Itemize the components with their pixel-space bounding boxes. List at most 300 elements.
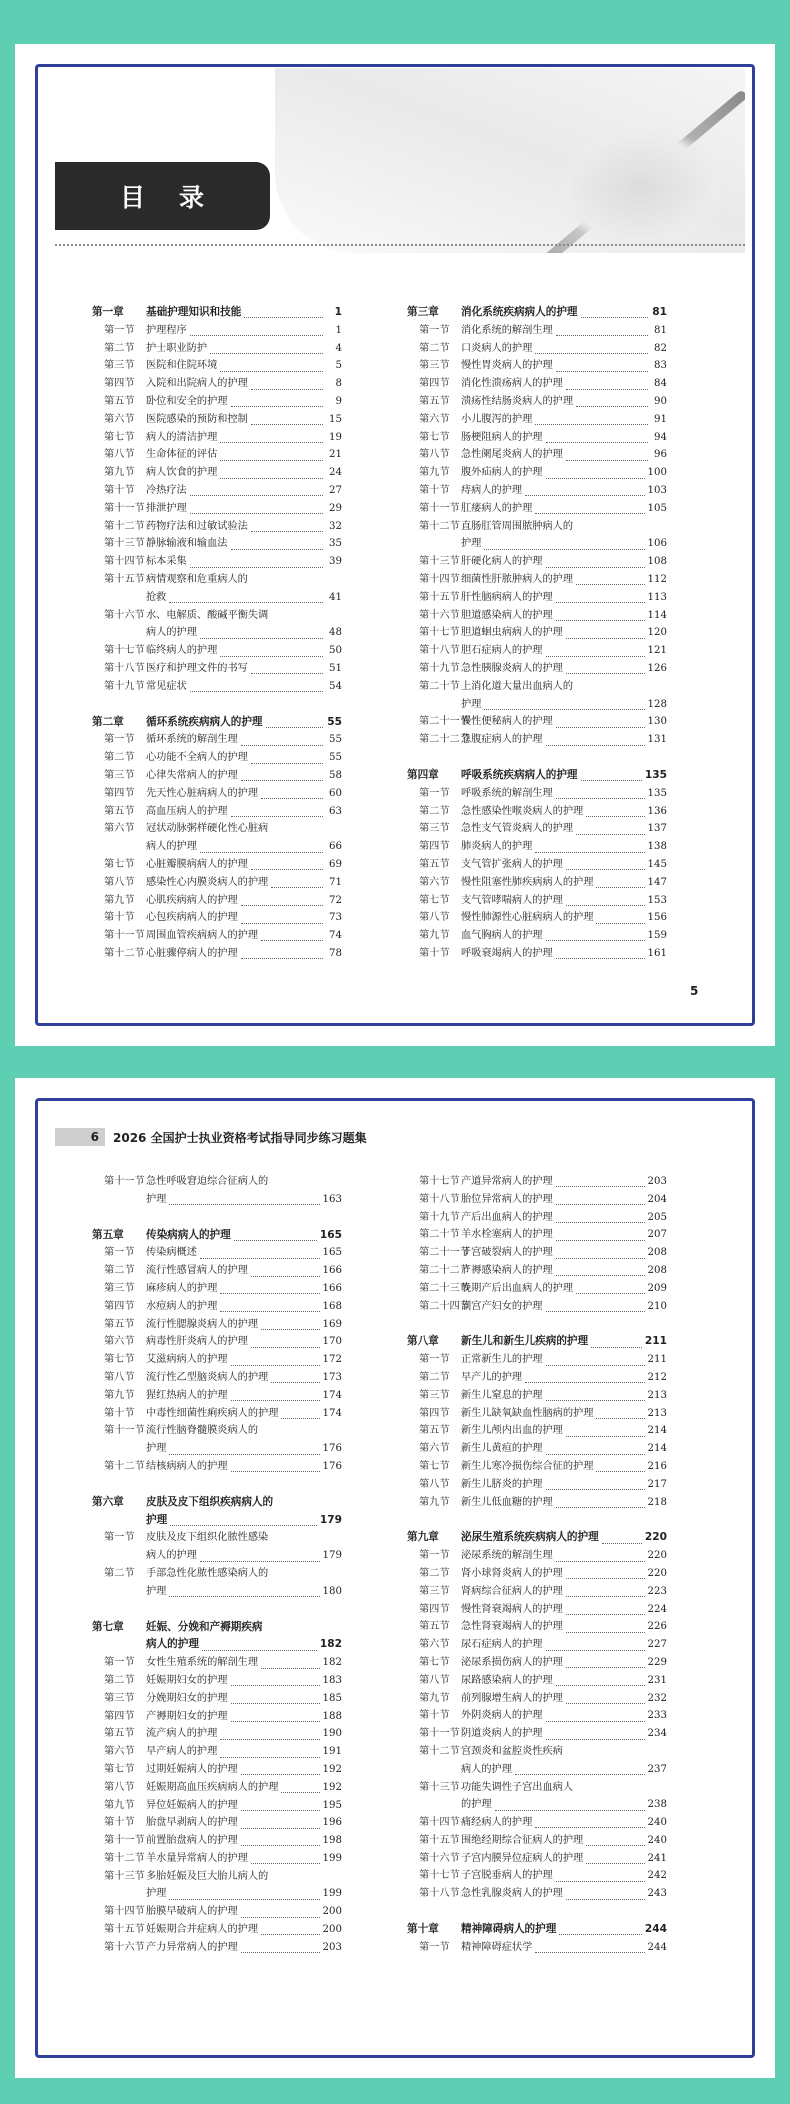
toc-section-entry[interactable]: [92, 375, 342, 393]
toc-section-entry[interactable]: [407, 429, 667, 447]
toc-entry-title: 新生儿黄疸的护理: [461, 1443, 543, 1455]
toc-section-entry[interactable]: [92, 1173, 342, 1191]
toc-entry-title: 精神障碍症状学: [461, 1941, 533, 1953]
toc-entry-page: 174: [322, 1389, 342, 1401]
toc-leader-dots: [566, 1622, 645, 1633]
toc-section-entry[interactable]: [407, 1761, 667, 1779]
toc-entry-label: 第九节: [104, 1799, 135, 1811]
toc-section-entry[interactable]: [407, 1725, 667, 1743]
toc-section-entry[interactable]: [407, 446, 667, 464]
toc-section-entry[interactable]: [407, 357, 667, 375]
toc-entry-title: 肝硬化病人的护理: [461, 556, 543, 568]
toc-section-entry[interactable]: [92, 607, 342, 625]
toc-section-entry[interactable]: [407, 1707, 667, 1725]
toc-section-entry[interactable]: [407, 322, 667, 340]
toc-leader-dots: [190, 325, 323, 336]
toc-chapter-entry[interactable]: [92, 1227, 342, 1245]
toc-section-entry[interactable]: [407, 553, 667, 571]
toc-gap: [92, 1601, 342, 1619]
toc-section-entry[interactable]: [92, 1244, 342, 1262]
toc-entry-label: 第七节: [104, 1354, 135, 1366]
toc-section-entry[interactable]: [92, 642, 342, 660]
toc-leader-dots: [200, 628, 323, 639]
toc-section-entry[interactable]: [92, 518, 342, 536]
toc-section-entry[interactable]: [407, 1458, 667, 1476]
toc-chapter-entry[interactable]: [407, 304, 667, 322]
toc-section-entry[interactable]: [92, 749, 342, 767]
toc-section-entry[interactable]: [407, 1885, 667, 1903]
toc-entry-page: 224: [647, 1603, 667, 1615]
toc-section-entry[interactable]: [92, 1191, 342, 1209]
toc-section-entry[interactable]: [92, 1690, 342, 1708]
toc-leader-dots: [251, 663, 323, 674]
toc-entry-title: 急性乳腺炎病人的护理: [461, 1888, 563, 1900]
toc-section-entry[interactable]: [92, 803, 342, 821]
toc-section-entry[interactable]: [407, 535, 667, 553]
toc-entry-page: 1: [335, 324, 342, 336]
toc-leader-dots: [515, 1764, 645, 1775]
toc-section-entry[interactable]: [407, 1547, 667, 1565]
toc-entry-label: 第一节: [419, 787, 450, 799]
toc-leader-dots: [484, 699, 644, 710]
toc-entry-title: 的护理: [461, 1799, 492, 1811]
toc-leader-dots: [566, 1889, 645, 1900]
toc-section-entry[interactable]: [92, 1708, 342, 1726]
toc-entry-page: 73: [329, 912, 342, 924]
toc-leader-dots: [169, 1194, 319, 1205]
toc-section-entry[interactable]: [407, 1262, 667, 1280]
toc-entry-page: 179: [319, 1513, 342, 1526]
toc-entry-title: 肝性脑病病人的护理: [461, 591, 553, 603]
toc-section-entry[interactable]: [407, 856, 667, 874]
toc-section-entry[interactable]: [407, 1387, 667, 1405]
toc-leader-dots: [241, 1907, 320, 1918]
toc-entry-page: 188: [322, 1710, 342, 1722]
toc-section-entry[interactable]: [407, 1690, 667, 1708]
toc-leader-dots: [234, 1230, 317, 1241]
toc-section-entry[interactable]: [407, 1173, 667, 1191]
toc-leader-dots: [231, 1461, 320, 1472]
toc-entry-label: 第三节: [419, 1389, 450, 1401]
toc-entry-title: 急性呼吸窘迫综合征病人的: [146, 1176, 269, 1187]
toc-section-entry[interactable]: [407, 731, 667, 749]
toc-heading: 目录: [55, 162, 270, 230]
toc-entry-page: 198: [322, 1835, 342, 1847]
toc-section-entry[interactable]: [92, 1529, 342, 1547]
toc-chapter-entry[interactable]: [92, 1494, 342, 1512]
toc-entry-label: 第十二节: [104, 1852, 145, 1864]
toc-entry-label: 第八节: [104, 449, 135, 461]
toc-chapter-entry[interactable]: [407, 1529, 667, 1547]
toc-section-entry[interactable]: [92, 1850, 342, 1868]
toc-chapter-entry[interactable]: [92, 1619, 342, 1637]
toc-section-entry[interactable]: [92, 624, 342, 642]
toc-section-entry[interactable]: [92, 1814, 342, 1832]
toc-section-entry[interactable]: [92, 1547, 342, 1565]
toc-entry-label: 第四章: [407, 768, 439, 781]
toc-section-entry[interactable]: [92, 1868, 342, 1886]
toc-section-entry[interactable]: [92, 1779, 342, 1797]
toc-entry-page: 19: [329, 431, 342, 443]
toc-section-entry[interactable]: [92, 589, 342, 607]
toc-section-entry[interactable]: [407, 1440, 667, 1458]
toc-entry-label: 第十七节: [419, 627, 460, 639]
toc-entry-label: 第五节: [419, 395, 450, 407]
toc-entry-title: 胎盘早剥病人的护理: [146, 1817, 238, 1829]
toc-section-entry[interactable]: [92, 1387, 342, 1405]
toc-entry-label: 第十七节: [104, 645, 145, 657]
toc-section-entry[interactable]: [92, 357, 342, 375]
toc-section-entry[interactable]: [407, 1476, 667, 1494]
toc-section-entry[interactable]: [92, 1351, 342, 1369]
toc-entry-title: 抢救: [146, 591, 167, 603]
toc-entry-label: 第二节: [419, 1371, 450, 1383]
toc-leader-dots: [261, 930, 323, 941]
toc-entry-page: 48: [329, 627, 342, 639]
toc-entry-label: 第七节: [419, 894, 450, 906]
toc-section-entry[interactable]: [92, 767, 342, 785]
toc-leader-dots: [220, 1283, 319, 1294]
toc-section-entry[interactable]: [407, 1867, 667, 1885]
toc-section-entry[interactable]: [407, 803, 667, 821]
toc-section-entry[interactable]: [407, 909, 667, 927]
toc-section-entry[interactable]: [92, 874, 342, 892]
toc-section-entry[interactable]: [407, 1850, 667, 1868]
toc-section-entry[interactable]: [92, 1921, 342, 1939]
toc-section-entry[interactable]: [407, 1654, 667, 1672]
toc-section-entry[interactable]: [92, 1316, 342, 1334]
toc-section-entry[interactable]: [92, 660, 342, 678]
toc-entry-label: 第二章: [92, 715, 124, 728]
toc-section-entry[interactable]: [92, 500, 342, 518]
toc-entry-label: 第八节: [419, 449, 450, 461]
toc-section-entry[interactable]: [407, 1191, 667, 1209]
toc-section-entry[interactable]: [407, 1583, 667, 1601]
toc-leader-dots: [596, 877, 644, 888]
toc-entry-page: 145: [647, 858, 667, 870]
toc-leader-dots: [546, 1729, 645, 1740]
toc-section-entry[interactable]: [407, 1796, 667, 1814]
toc-section-entry[interactable]: [407, 1939, 667, 1957]
toc-section-entry[interactable]: [92, 1885, 342, 1903]
toc-entry-page: 240: [647, 1817, 667, 1829]
toc-section-entry[interactable]: [407, 1494, 667, 1512]
toc-entry-label: 第十四节: [419, 1817, 460, 1829]
toc-entry-label: 第二节: [419, 342, 450, 354]
toc-section-entry[interactable]: [92, 1672, 342, 1690]
toc-section-entry[interactable]: [92, 393, 342, 411]
toc-entry-title: 肠梗阻病人的护理: [461, 431, 543, 443]
toc-entry-title: 心律失常病人的护理: [146, 769, 238, 781]
toc-section-entry[interactable]: [92, 429, 342, 447]
toc-entry-page: 195: [322, 1799, 342, 1811]
toc-entry-title: 医院感染的预防和控制: [146, 413, 248, 425]
toc-section-entry[interactable]: [92, 820, 342, 838]
toc-section-entry[interactable]: [407, 1298, 667, 1316]
toc-section-entry[interactable]: [92, 1761, 342, 1779]
toc-section-entry[interactable]: [407, 1565, 667, 1583]
toc-entry-title: 结核病病人的护理: [146, 1460, 228, 1472]
toc-entry-title: 妊娠期妇女的护理: [146, 1674, 228, 1686]
toc-section-entry[interactable]: [92, 909, 342, 927]
toc-column-left: [92, 1173, 342, 1957]
toc-section-entry[interactable]: [92, 464, 342, 482]
toc-section-entry[interactable]: [407, 571, 667, 589]
toc-entry-label: 第五节: [104, 1318, 135, 1330]
toc-entry-label: 第十一节: [419, 502, 460, 514]
toc-section-entry[interactable]: [407, 1209, 667, 1227]
toc-section-entry[interactable]: [407, 624, 667, 642]
toc-leader-dots: [591, 1337, 642, 1348]
toc-entry-page: 161: [647, 947, 667, 959]
toc-section-entry[interactable]: [92, 927, 342, 945]
toc-section-entry[interactable]: [407, 1405, 667, 1423]
toc-entry-page: 220: [647, 1567, 667, 1579]
toc-section-entry[interactable]: [92, 1939, 342, 1957]
toc-section-entry[interactable]: [407, 1636, 667, 1654]
toc-entry-page: 113: [647, 591, 667, 603]
toc-leader-dots: [556, 1248, 645, 1259]
toc-entry-label: 第十三节: [419, 1781, 460, 1793]
toc-leader-dots: [251, 379, 323, 390]
toc-entry-page: 130: [647, 716, 667, 728]
toc-leader-dots: [576, 1283, 644, 1294]
toc-chapter-entry[interactable]: [92, 714, 342, 732]
toc-section-entry[interactable]: [92, 322, 342, 340]
toc-entry-page: 163: [322, 1193, 342, 1205]
toc-entry-label: 第八节: [419, 1674, 450, 1686]
toc-section-entry[interactable]: [92, 1262, 342, 1280]
toc-entry-page: 50: [329, 645, 342, 657]
toc-section-entry[interactable]: [92, 553, 342, 571]
toc-entry-title: 护理: [146, 1888, 167, 1900]
toc-section-entry[interactable]: [407, 642, 667, 660]
toc-entry-title: 冠状动脉粥样硬化性心脏病: [146, 823, 269, 835]
toc-section-entry[interactable]: [92, 856, 342, 874]
toc-section-entry[interactable]: [92, 1654, 342, 1672]
toc-entry-title: 慢性便秘病人的护理: [461, 716, 553, 728]
toc-entry-label: 第二十一节: [419, 1247, 470, 1259]
toc-entry-label: 第二十三节: [419, 1282, 470, 1294]
toc-chapter-entry[interactable]: [92, 1512, 342, 1530]
toc-section-entry[interactable]: [407, 464, 667, 482]
toc-leader-dots: [566, 859, 645, 870]
toc-entry-title: 入院和出院病人的护理: [146, 378, 248, 390]
toc-entry-page: 126: [647, 662, 667, 674]
toc-entry-title: 流行性感冒病人的护理: [146, 1265, 248, 1277]
toc-entry-title: 急性感染性喉炎病人的护理: [461, 805, 584, 817]
toc-entry-title: 新生儿颅内出血的护理: [461, 1425, 563, 1437]
toc-leader-dots: [556, 1194, 645, 1205]
toc-entry-page: 4: [335, 342, 342, 354]
toc-entry-title: 新生儿低血糖的护理: [461, 1496, 553, 1508]
toc-leader-dots: [556, 1871, 645, 1882]
toc-section-entry[interactable]: [407, 1618, 667, 1636]
toc-section-entry[interactable]: [407, 927, 667, 945]
toc-section-entry[interactable]: [407, 1601, 667, 1619]
toc-chapter-entry[interactable]: [92, 304, 342, 322]
toc-entry-page: 243: [647, 1888, 667, 1900]
toc-section-entry[interactable]: [92, 446, 342, 464]
toc-section-entry[interactable]: [407, 1244, 667, 1262]
toc-section-entry[interactable]: [92, 1422, 342, 1440]
toc-gap: [407, 1315, 667, 1333]
toc-section-entry[interactable]: [92, 945, 342, 963]
toc-column-left: [92, 304, 342, 963]
toc-section-entry[interactable]: [92, 1832, 342, 1850]
toc-section-entry[interactable]: [407, 589, 667, 607]
toc-section-entry[interactable]: [407, 1422, 667, 1440]
toc-section-entry[interactable]: [92, 1458, 342, 1476]
toc-section-entry[interactable]: [407, 945, 667, 963]
toc-entry-page: 174: [322, 1407, 342, 1419]
toc-entry-title: 病人饮食的护理: [146, 467, 218, 479]
toc-section-entry[interactable]: [92, 535, 342, 553]
toc-section-entry[interactable]: [407, 393, 667, 411]
toc-entry-label: 第五节: [104, 805, 135, 817]
toc-section-entry[interactable]: [407, 660, 667, 678]
toc-section-entry[interactable]: [92, 1298, 342, 1316]
toc-section-entry[interactable]: [407, 518, 667, 536]
toc-leader-dots: [546, 646, 645, 657]
toc-entry-label: 第七章: [92, 1620, 124, 1633]
toc-entry-label: 第四节: [419, 1407, 450, 1419]
toc-entry-page: 24: [329, 467, 342, 479]
toc-leader-dots: [241, 1764, 320, 1775]
toc-entry-page: 121: [647, 645, 667, 657]
toc-section-entry[interactable]: [92, 482, 342, 500]
toc-section-entry[interactable]: [407, 1743, 667, 1761]
toc-leader-dots: [251, 753, 323, 764]
toc-section-entry[interactable]: [407, 1280, 667, 1298]
toc-section-entry[interactable]: [407, 678, 667, 696]
toc-entry-label: 第十一节: [104, 1176, 145, 1187]
toc-entry-page: 176: [322, 1460, 342, 1472]
toc-chapter-entry[interactable]: [407, 1921, 667, 1939]
toc-section-entry[interactable]: [92, 892, 342, 910]
toc-section-entry[interactable]: [407, 607, 667, 625]
toc-section-entry[interactable]: [92, 340, 342, 358]
toc-leader-dots: [576, 824, 644, 835]
toc-section-entry[interactable]: [92, 731, 342, 749]
toc-entry-page: 131: [647, 734, 667, 746]
toc-entry-label: 第九节: [104, 467, 135, 479]
toc-leader-dots: [251, 1266, 320, 1277]
toc-leader-dots: [581, 307, 648, 318]
toc-leader-dots: [190, 557, 323, 568]
toc-section-entry[interactable]: [407, 892, 667, 910]
toc-section-entry[interactable]: [407, 696, 667, 714]
toc-entry-page: 83: [654, 360, 667, 372]
toc-section-entry[interactable]: [92, 1725, 342, 1743]
toc-entry-title: 病毒性肝炎病人的护理: [146, 1336, 248, 1348]
toc-section-entry[interactable]: [407, 500, 667, 518]
toc-entry-page: 71: [329, 876, 342, 888]
toc-leader-dots: [556, 788, 645, 799]
toc-section-entry[interactable]: [407, 340, 667, 358]
toc-section-entry[interactable]: [92, 1369, 342, 1387]
toc-leader-dots: [244, 307, 323, 318]
toc-entry-page: 60: [329, 787, 342, 799]
toc-entry-page: 182: [322, 1657, 342, 1669]
toc-entry-title: 新生儿寒冷损伤综合征的护理: [461, 1460, 594, 1472]
toc-section-entry[interactable]: [407, 482, 667, 500]
toc-leader-dots: [220, 361, 323, 372]
toc-leader-dots: [586, 1835, 644, 1846]
toc-leader-dots: [271, 1372, 319, 1383]
toc-section-entry[interactable]: [407, 1351, 667, 1369]
toc-entry-label: 第九节: [104, 894, 135, 906]
toc-entry-title: 护理: [146, 1513, 168, 1526]
toc-section-entry[interactable]: [92, 678, 342, 696]
toc-section-entry[interactable]: [92, 1440, 342, 1458]
toc-section-entry[interactable]: [92, 411, 342, 429]
toc-section-entry[interactable]: [407, 785, 667, 803]
toc-leader-dots: [576, 396, 648, 407]
toc-entry-title: 护士职业防护: [146, 342, 208, 354]
toc-section-entry[interactable]: [407, 1226, 667, 1244]
toc-entry-label: 第九节: [419, 930, 450, 942]
toc-section-entry[interactable]: [407, 1814, 667, 1832]
toc-section-entry[interactable]: [92, 1797, 342, 1815]
toc-entry-title: 肾小球肾炎病人的护理: [461, 1567, 563, 1579]
toc-entry-page: 32: [329, 520, 342, 532]
toc-entry-label: 第五节: [104, 395, 135, 407]
toc-section-entry[interactable]: [92, 1405, 342, 1423]
toc-chapter-entry[interactable]: [92, 1636, 342, 1654]
toc-entry-title: 医疗和护理文件的书写: [146, 662, 248, 674]
toc-entry-label: 第六节: [104, 823, 135, 835]
toc-section-entry[interactable]: [92, 1903, 342, 1921]
toc-leader-dots: [484, 539, 644, 550]
toc-entry-label: 第五节: [419, 858, 450, 870]
toc-entry-label: 第三节: [104, 360, 135, 372]
toc-section-entry[interactable]: [407, 1369, 667, 1387]
toc-section-entry[interactable]: [407, 1672, 667, 1690]
toc-chapter-entry[interactable]: [407, 767, 667, 785]
toc-chapter-entry[interactable]: [407, 1333, 667, 1351]
toc-section-entry[interactable]: [92, 1583, 342, 1601]
toc-leader-dots: [495, 1800, 645, 1811]
toc-entry-page: 153: [647, 894, 667, 906]
toc-entry-page: 41: [329, 591, 342, 603]
toc-section-entry[interactable]: [407, 874, 667, 892]
toc-section-entry[interactable]: [92, 1743, 342, 1761]
toc-section-entry[interactable]: [92, 785, 342, 803]
toc-section-entry[interactable]: [407, 1832, 667, 1850]
toc-section-entry[interactable]: [407, 375, 667, 393]
toc-leader-dots: [556, 361, 648, 372]
toc-leader-dots: [556, 325, 648, 336]
toc-section-entry[interactable]: [92, 1333, 342, 1351]
toc-page-1: [15, 44, 775, 1046]
toc-leader-dots: [231, 806, 324, 817]
toc-entry-page: 214: [647, 1443, 667, 1455]
toc-section-entry[interactable]: [407, 820, 667, 838]
toc-entry-label: 第七节: [419, 431, 450, 443]
toc-section-entry[interactable]: [407, 838, 667, 856]
toc-section-entry[interactable]: [407, 713, 667, 731]
toc-leader-dots: [190, 485, 323, 496]
toc-section-entry[interactable]: [92, 838, 342, 856]
toc-leader-dots: [220, 468, 323, 479]
toc-section-entry[interactable]: [92, 1565, 342, 1583]
toc-section-entry[interactable]: [407, 1779, 667, 1797]
toc-section-entry[interactable]: [92, 1280, 342, 1298]
toc-section-entry[interactable]: [407, 411, 667, 429]
toc-section-entry[interactable]: [92, 571, 342, 589]
toc-entry-title: 妊娠、分娩和产褥期疾病: [146, 1620, 263, 1633]
